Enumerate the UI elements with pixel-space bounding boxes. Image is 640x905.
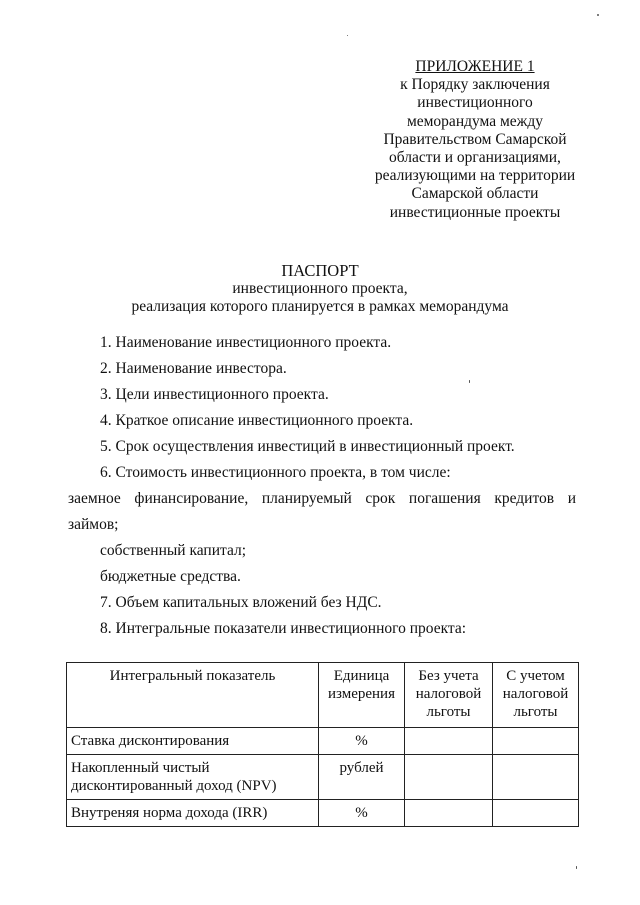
appendix-line: инвестиционные проекты: [389, 203, 561, 221]
item-goals: 3. Цели инвестиционного проекта.: [100, 386, 329, 403]
table-row: [67, 728, 579, 755]
item-capex: 7. Объем капитальных вложений без НДС.: [100, 594, 382, 611]
item-description: 4. Краткое описание инвестиционного проекта.: [100, 412, 414, 429]
cell-with-benefit[interactable]: [493, 800, 579, 827]
sub-item-loans-continued: займов;: [68, 516, 119, 533]
cell-unit: рублей: [319, 755, 405, 800]
table-header-row: [67, 663, 579, 728]
cell-indicator: Накопленный чистый дисконтированный доход (NPV): [67, 755, 319, 800]
header-with-benefit: С учетом налоговой льготы: [493, 663, 579, 728]
appendix-line: меморандума между: [406, 112, 544, 130]
appendix-line: к Порядку заключения: [400, 76, 550, 94]
cell-with-benefit[interactable]: [493, 755, 579, 800]
item-term: 5. Срок осуществления инвестиций в инвестиционный проект.: [100, 438, 515, 455]
passport-heading: [0, 262, 640, 316]
cell-without-benefit[interactable]: [405, 755, 493, 800]
passport-items: [68, 333, 576, 645]
appendix-heading: ПРИЛОЖЕНИЕ 1: [415, 58, 535, 75]
cell-indicator: Ставка дисконтирования: [67, 728, 319, 755]
passport-subtitle: инвестиционного проекта,: [232, 280, 408, 297]
scan-speck: [347, 35, 348, 36]
table-row: [67, 755, 579, 800]
scan-speck: [576, 866, 577, 869]
cell-unit: %: [319, 728, 405, 755]
sub-item-budget: бюджетные средства.: [100, 568, 241, 585]
header-without-benefit: Без учета налоговой льготы: [405, 663, 493, 728]
header-indicator: Интегральный показатель: [67, 663, 319, 728]
header-unit: Единица измерения: [319, 663, 405, 728]
item-name: 1. Наименование инвестиционного проекта.: [100, 334, 392, 351]
item-indicators: 8. Интегральные показатели инвестиционного проекта:: [100, 620, 467, 637]
sub-item-equity: собственный капитал;: [100, 542, 247, 559]
cell-indicator: Внутреняя норма дохода (IRR): [67, 800, 319, 827]
appendix-line: области и организациями,: [389, 149, 561, 167]
passport-subtitle: реализация которого планируется в рамках меморандума: [131, 298, 509, 315]
sub-item-loans: заемное финансирование, планируемый срок погашения кредитов и: [68, 490, 576, 507]
passport-title: ПАСПОРТ: [281, 261, 359, 280]
appendix-line: инвестиционного: [417, 94, 533, 112]
cell-with-benefit[interactable]: [493, 728, 579, 755]
cell-unit: %: [319, 800, 405, 827]
item-investor: 2. Наименование инвестора.: [100, 360, 287, 377]
indicators-table: [66, 662, 579, 827]
scan-speck: [597, 14, 599, 16]
cell-without-benefit[interactable]: [405, 728, 493, 755]
table-row: [67, 800, 579, 827]
appendix-line: Самарской области: [411, 185, 539, 203]
cell-without-benefit[interactable]: [405, 800, 493, 827]
item-cost: 6. Стоимость инвестиционного проекта, в том числе:: [100, 464, 451, 481]
appendix-block: [360, 58, 590, 222]
appendix-line: Правительством Самарской: [383, 130, 567, 148]
appendix-line: реализующими на территории: [374, 167, 576, 185]
